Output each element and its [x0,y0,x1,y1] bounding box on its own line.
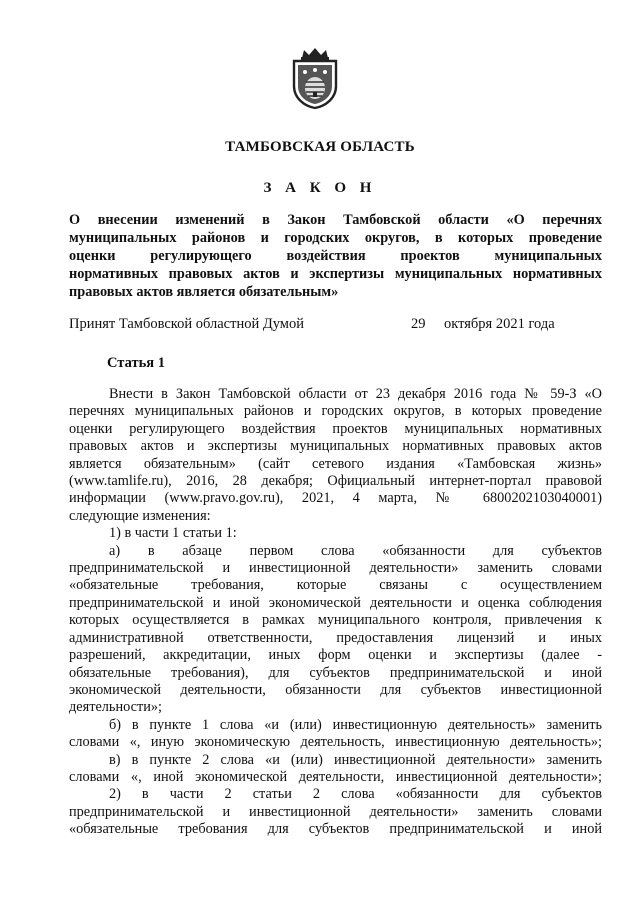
title-line: муниципальных районов и городских округов, в которых проведение [69,230,602,246]
body-line: словами «, иной экономической деятельности, инвестиционной деятельности»; [69,768,602,785]
body-line: которых осуществляется в рамках муниципального контроля, привлечения к [69,612,602,629]
body-line: предпринимательской и инвестиционной деятельности» заменить словами [69,560,602,577]
body-line: экономической деятельности, обязанности для субъектов инвестиционной [69,681,602,698]
article-body [69,386,602,839]
body-line: «обязательные требования для субъектов предпринимательской и иной [69,821,602,838]
body-line: деятельности»; [69,699,162,716]
title-line: оценки регулирующего воздействия проектов муниципальных [69,248,602,264]
adopted-by-label: Принят Тамбовской областной Думой [69,316,304,332]
body-line: б) в пункте 1 слова «и (или) инвестиционную деятельность» заменить [109,716,602,733]
body-line: правовых актов и экспертизы муниципальных нормативных правовых актов [69,438,602,455]
title-line: нормативных правовых актов и экспертизы муниципальных нормативных [69,266,602,282]
body-line: обязательные требования), для субъектов предпринимательской и иной [69,664,602,681]
title-line: правовых актов является обязательным» [69,284,339,300]
body-line: Внести в Закон Тамбовской области от 23 декабря 2016 года № 59-З «О [109,386,602,402]
adopted-month-year: октября 2021 года [444,316,555,332]
body-line: информации (www.pravo.gov.ru), 2021, 4 марта, № 6800202103040001) [69,490,602,507]
body-line: административной ответственности, предоставления лицензий и иных [69,629,602,646]
title-line: О внесении изменений в Закон Тамбовской области «О перечнях [69,212,602,228]
body-line: следующие изменения: [69,507,211,524]
body-line: словами «, иную экономическую деятельность, инвестиционную деятельность»; [69,734,602,751]
body-line: разрешений, аккредитации, иных форм оценки и экспертизы (далее - [69,647,602,664]
body-line: (www.tamlife.ru), 2016, 28 декабря; Официальный интернет-портал правовой [69,473,602,490]
body-line: 1) в части 1 статьи 1: [109,525,237,542]
body-line: предпринимательской и иной экономической деятельности и оценка соблюдения [69,594,602,611]
coat-of-arms-icon [288,46,342,110]
adopted-day: 29 [411,316,426,332]
document-type-heading: З А К О Н [263,180,377,196]
region-heading: ТАМБОВСКАЯ ОБЛАСТЬ [225,139,415,155]
body-line: оценки регулирующего воздействия проектов муниципальных нормативных [69,420,602,437]
article-heading: Статья 1 [107,355,165,371]
body-line: является обязательным» (сайт сетевого издания «Тамбовская жизнь» [69,455,602,472]
body-line: а) в абзаце первом слова «обязанности для субъектов [109,542,602,559]
body-line: предпринимательской и инвестиционной деятельности» заменить словами [69,803,602,820]
law-title [69,211,602,301]
body-line: «обязательные требования, которые связаны с осуществлением [69,577,602,594]
body-line: перечнях муниципальных районов и городских округов, в которых проведение [69,403,602,420]
body-line: в) в пункте 2 слова «и (или) инвестиционной деятельности» заменить [109,751,602,768]
body-line: 2) в части 2 статьи 2 слова «обязанности для субъектов [109,786,602,803]
